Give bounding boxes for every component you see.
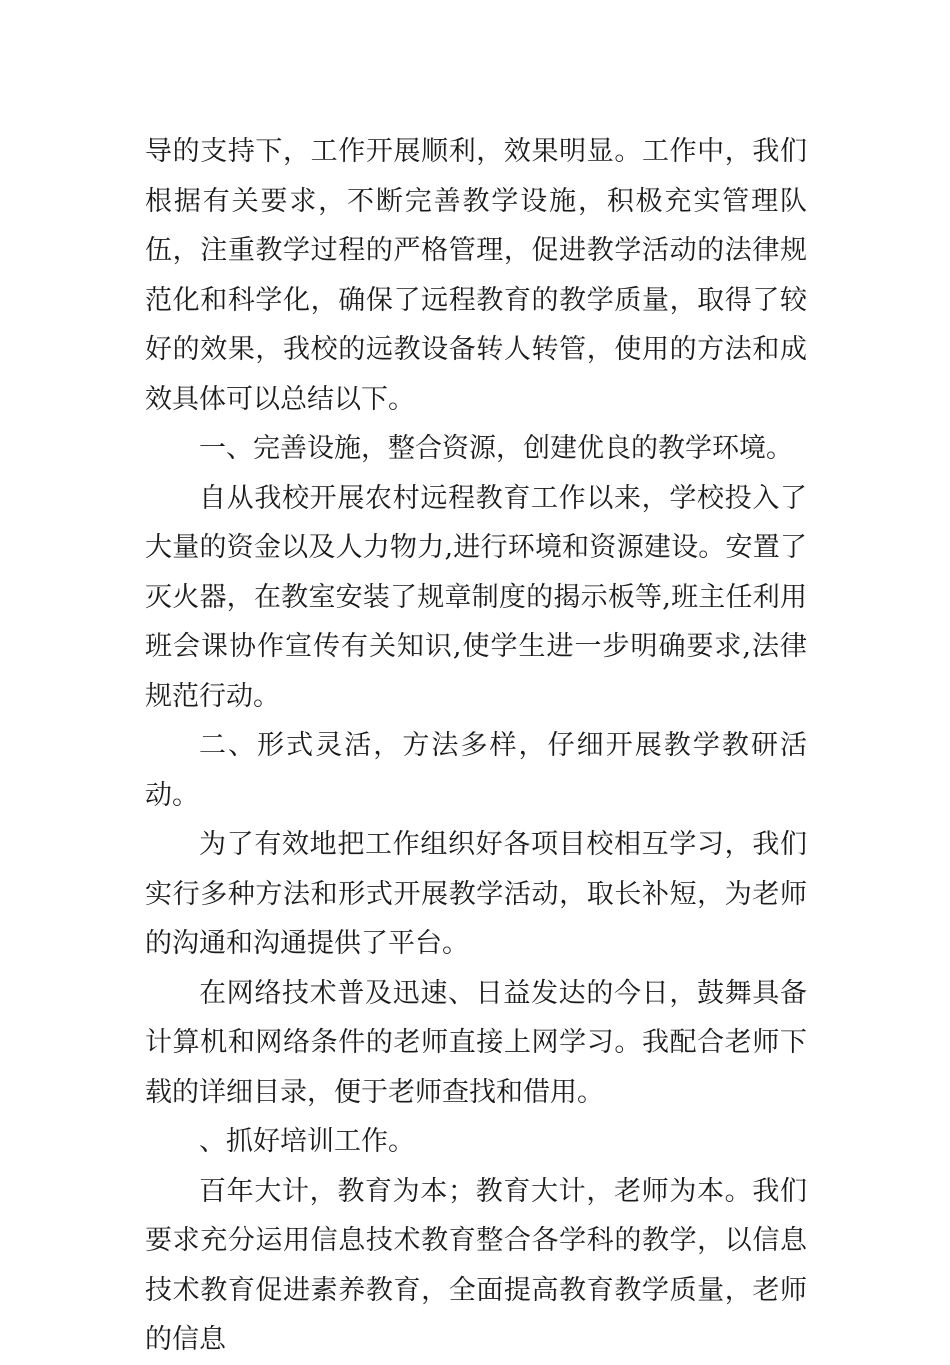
section-heading-1: 一、完善设施，整合资源，创建优良的教学环境。 — [199, 433, 793, 464]
section-heading-2: 二、形式灵活，方法多样，仔细开展教学教研活动。 — [145, 730, 807, 811]
paragraph-3: 为了有效地把工作组织好各项目校相互学习，我们实行多种方法和形式开展教学活动，取长补短，为老师的沟通和沟通提供了平台。 — [145, 829, 807, 959]
paragraph-1: 导的支持下，工作开展顺利，效果明显。工作中，我们根据有关要求，不断完善教学设施，积极充实管理队伍，注重教学过程的严格管理，促进教学活动的法律规范化和科学化，确保了远程教育的教学质量，取得了较好的效果，我校的远教设备转人转管，使用的方法和成效具体可以总结以下。 — [145, 136, 807, 415]
document-body — [145, 127, 807, 1365]
section-heading-3: 、抓好培训工作。 — [199, 1126, 415, 1157]
paragraph-4: 在网络技术普及迅速、日益发达的今日，鼓舞具备计算机和网络条件的老师直接上网学习。我配合老师下载的详细目录，便于老师查找和借用。 — [145, 977, 807, 1108]
paragraph-5: 百年大计，教育为本；教育大计，老师为本。我们要求充分运用信息技术教育整合各学科的教学，以信息技术教育促进素养教育，全面提高教育教学质量，老师的信息 — [145, 1175, 807, 1355]
paragraph-2: 自从我校开展农村远程教育工作以来，学校投入了大量的资金以及人力物力,进行环境和资源建设。安置了灭火器，在教室安装了规章制度的揭示板等,班主任利用班会课协作宣传有关知识,使学生进一步明确要求,法律规范行动。 — [145, 482, 807, 712]
